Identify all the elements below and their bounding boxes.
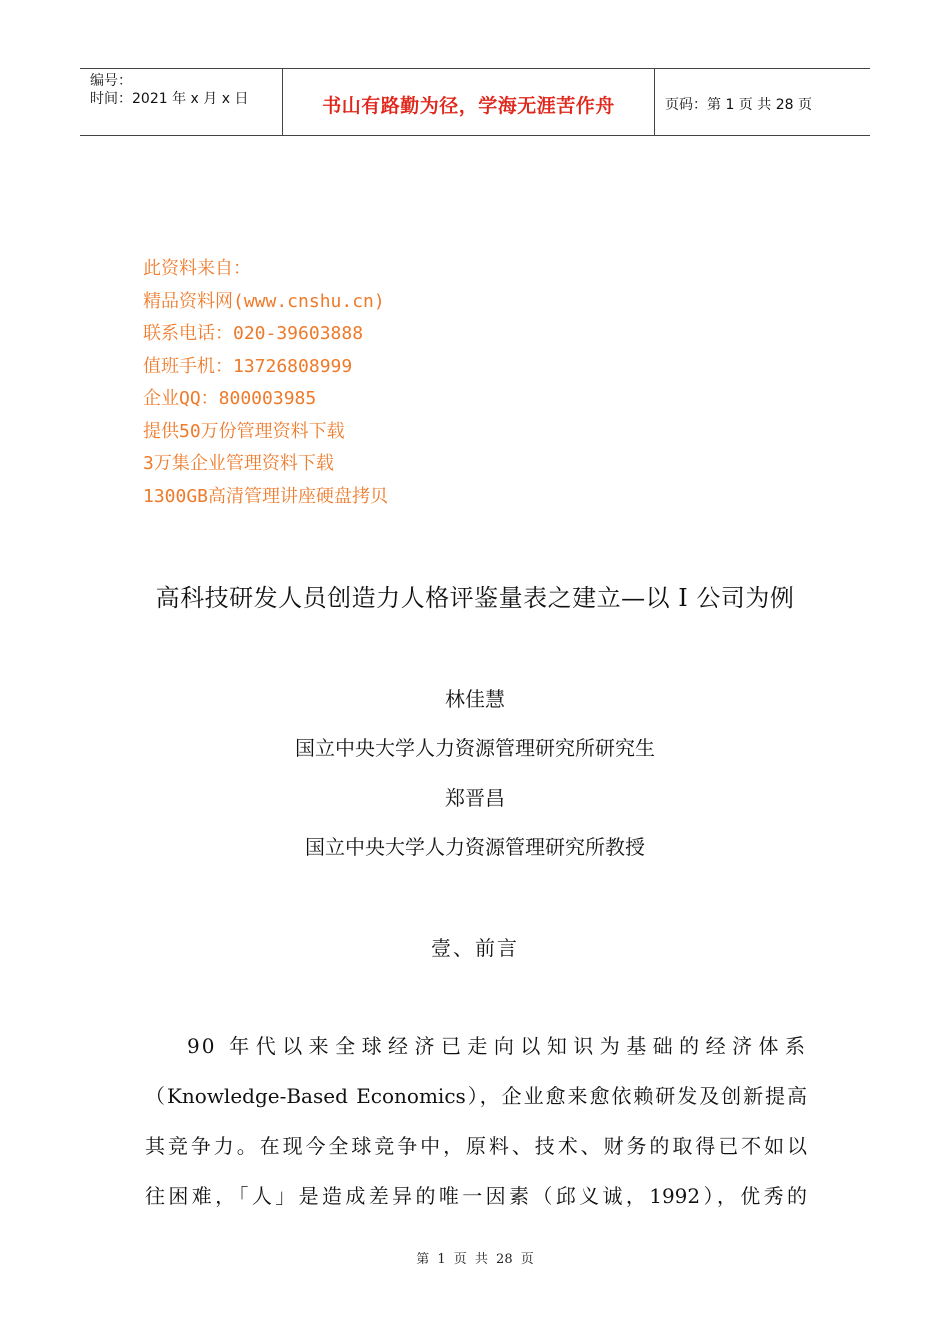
ad-line: 精品资料网(www.cnshu.cn) <box>143 290 385 312</box>
section-heading: 壹、前言 <box>431 936 519 960</box>
document-title: 高科技研发人员创造力人格评鉴量表之建立—以 I 公司为例 <box>155 584 795 612</box>
ad-line: 值班手机：13726808999 <box>143 355 353 377</box>
author-affiliation: 国立中央大学人力资源管理研究所教授 <box>305 835 645 859</box>
author-affiliation: 国立中央大学人力资源管理研究所研究生 <box>295 736 655 760</box>
ad-line: 联系电话：020-39603888 <box>143 323 364 344</box>
paragraph-line: （Knowledge-Based Economics），企业愈来愈依赖研发及创新提高 <box>145 1084 807 1108</box>
document-header <box>80 68 870 136</box>
source-ad-block <box>143 253 388 513</box>
author-name: 郑晋昌 <box>445 786 505 810</box>
ad-line: 1300GB高清管理讲座硬盘拷贝 <box>143 485 389 507</box>
header-meta <box>80 69 282 135</box>
paragraph-line: 往困难，「人」是造成差异的唯一因素（邱义诚，1992），优秀的 <box>145 1184 807 1208</box>
paragraph-line: 其竞争力。在现今全球竞争中，原料、技术、财务的取得已不如以 <box>145 1134 807 1158</box>
paragraph-line: 90 年代以来全球经济已走向以知识为基础的经济体系 <box>187 1034 807 1058</box>
ad-line: 3万集企业管理资料下载 <box>143 453 334 474</box>
header-page-info: 页码：第 1 页 共 28 页 <box>665 97 812 113</box>
header-time-label: 时间：2021 年 x 月 x 日 <box>90 91 249 107</box>
ad-line: 此资料来自： <box>143 258 251 279</box>
header-motto: 书山有路勤为径，学海无涯苦作舟 <box>282 69 655 135</box>
header-number-label: 编号： <box>90 73 132 89</box>
page-footer: 第 1 页 共 28 页 <box>416 1252 534 1267</box>
author-name: 林佳慧 <box>445 687 505 711</box>
ad-line: 企业QQ：800003985 <box>143 388 317 409</box>
ad-line: 提供50万份管理资料下载 <box>143 420 345 442</box>
